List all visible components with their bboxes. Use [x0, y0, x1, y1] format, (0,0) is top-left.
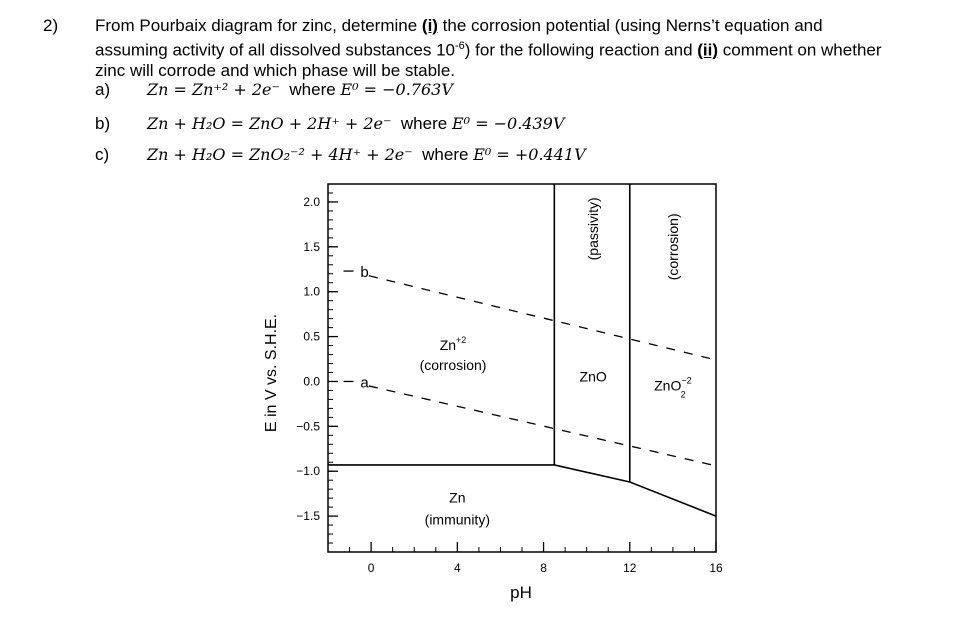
- part-ii-label: (ii): [697, 40, 719, 60]
- zn2-species-label: [440, 335, 467, 353]
- y-tick-label: 1.5: [303, 239, 320, 254]
- y-tick-label: 1.0: [303, 284, 320, 299]
- reaction-where: where: [422, 145, 469, 164]
- region-zno: [580, 197, 607, 384]
- zno2-subscript: 2: [680, 389, 686, 400]
- x-tick-label: 4: [453, 561, 461, 575]
- part-i-label: (i): [421, 16, 438, 35]
- water-line-a: [369, 386, 716, 466]
- y-tick-label: −0.5: [296, 419, 320, 434]
- question-intro-2: the corrosion potential (using Nerns’t equation and assuming activity of all dissolved substances 10: [95, 16, 823, 60]
- region-zn: [425, 490, 490, 528]
- x-tick-label: 8: [540, 561, 547, 575]
- region-zno2: [654, 213, 692, 399]
- zn2-species: Zn: [439, 337, 457, 354]
- reaction-potential: E⁰ = +0.441V: [473, 145, 586, 164]
- y-tick-label: −1.0: [296, 464, 320, 479]
- water-line-b-label: b: [360, 264, 369, 282]
- reaction-equation: Zn + H₂O = ZnO₂⁻² + 4H⁺ + 2e⁻: [147, 145, 413, 164]
- y-axis: [296, 184, 338, 543]
- zno2-charge: −2: [681, 375, 692, 386]
- x-tick-label: 0: [367, 561, 375, 575]
- zn-zno2-boundary: [630, 482, 716, 516]
- question-intro-4: comment on whether zinc will corrode and which phase will be stable.: [95, 40, 882, 80]
- activity-exponent: -6: [455, 40, 465, 52]
- zno2-description: (corrosion): [664, 213, 681, 281]
- zn-zno-boundary: [554, 465, 629, 482]
- reaction-potential: E⁰ = −0.763V: [340, 80, 453, 99]
- question-intro-1: From Pourbaix diagram for zinc, determine: [95, 16, 422, 35]
- y-tick-label: 0.5: [303, 329, 320, 344]
- water-line-a-label: a: [360, 374, 369, 392]
- reaction-label: b): [95, 114, 111, 133]
- reaction-potential: E⁰ = −0.439V: [451, 114, 565, 133]
- x-axis: [350, 542, 723, 575]
- y-tick-label: −1.5: [296, 509, 320, 524]
- reaction-equation: Zn + H₂O = ZnO + 2H⁺ + 2e⁻: [147, 114, 392, 133]
- water-lines: [344, 271, 716, 466]
- x-tick-label: 16: [709, 561, 723, 575]
- reaction-label: a): [95, 80, 111, 99]
- x-axis-label: pH: [510, 583, 532, 602]
- x-tick-label: 12: [623, 561, 637, 575]
- zn-species: Zn: [449, 489, 466, 506]
- region-zn2: [420, 335, 487, 373]
- phase-boundaries: [328, 184, 716, 516]
- zn2-charge: +2: [456, 335, 467, 346]
- zn-description: (immunity): [424, 511, 491, 528]
- zn2-description: (corrosion): [419, 357, 487, 374]
- plot-frame: [328, 184, 716, 552]
- reaction-where: where: [400, 114, 448, 133]
- reaction-equation: Zn = Zn⁺² + 2e⁻: [147, 80, 280, 99]
- y-tick-label: 0.0: [303, 374, 320, 389]
- question-intro-3: ) for the following reaction and: [464, 40, 698, 60]
- zno-description: (passivity): [585, 197, 602, 261]
- y-tick-label: 2.0: [303, 194, 320, 209]
- reaction-label: c): [95, 145, 110, 164]
- water-line-b: [369, 276, 716, 360]
- zno2-species-label: [654, 375, 692, 399]
- question-number: 2): [43, 16, 59, 35]
- zno2-species: ZnO: [654, 377, 682, 394]
- y-axis-label: E in V vs. S.H.E.: [263, 313, 280, 433]
- zno-species: ZnO: [579, 368, 607, 385]
- reaction-where: where: [289, 80, 336, 99]
